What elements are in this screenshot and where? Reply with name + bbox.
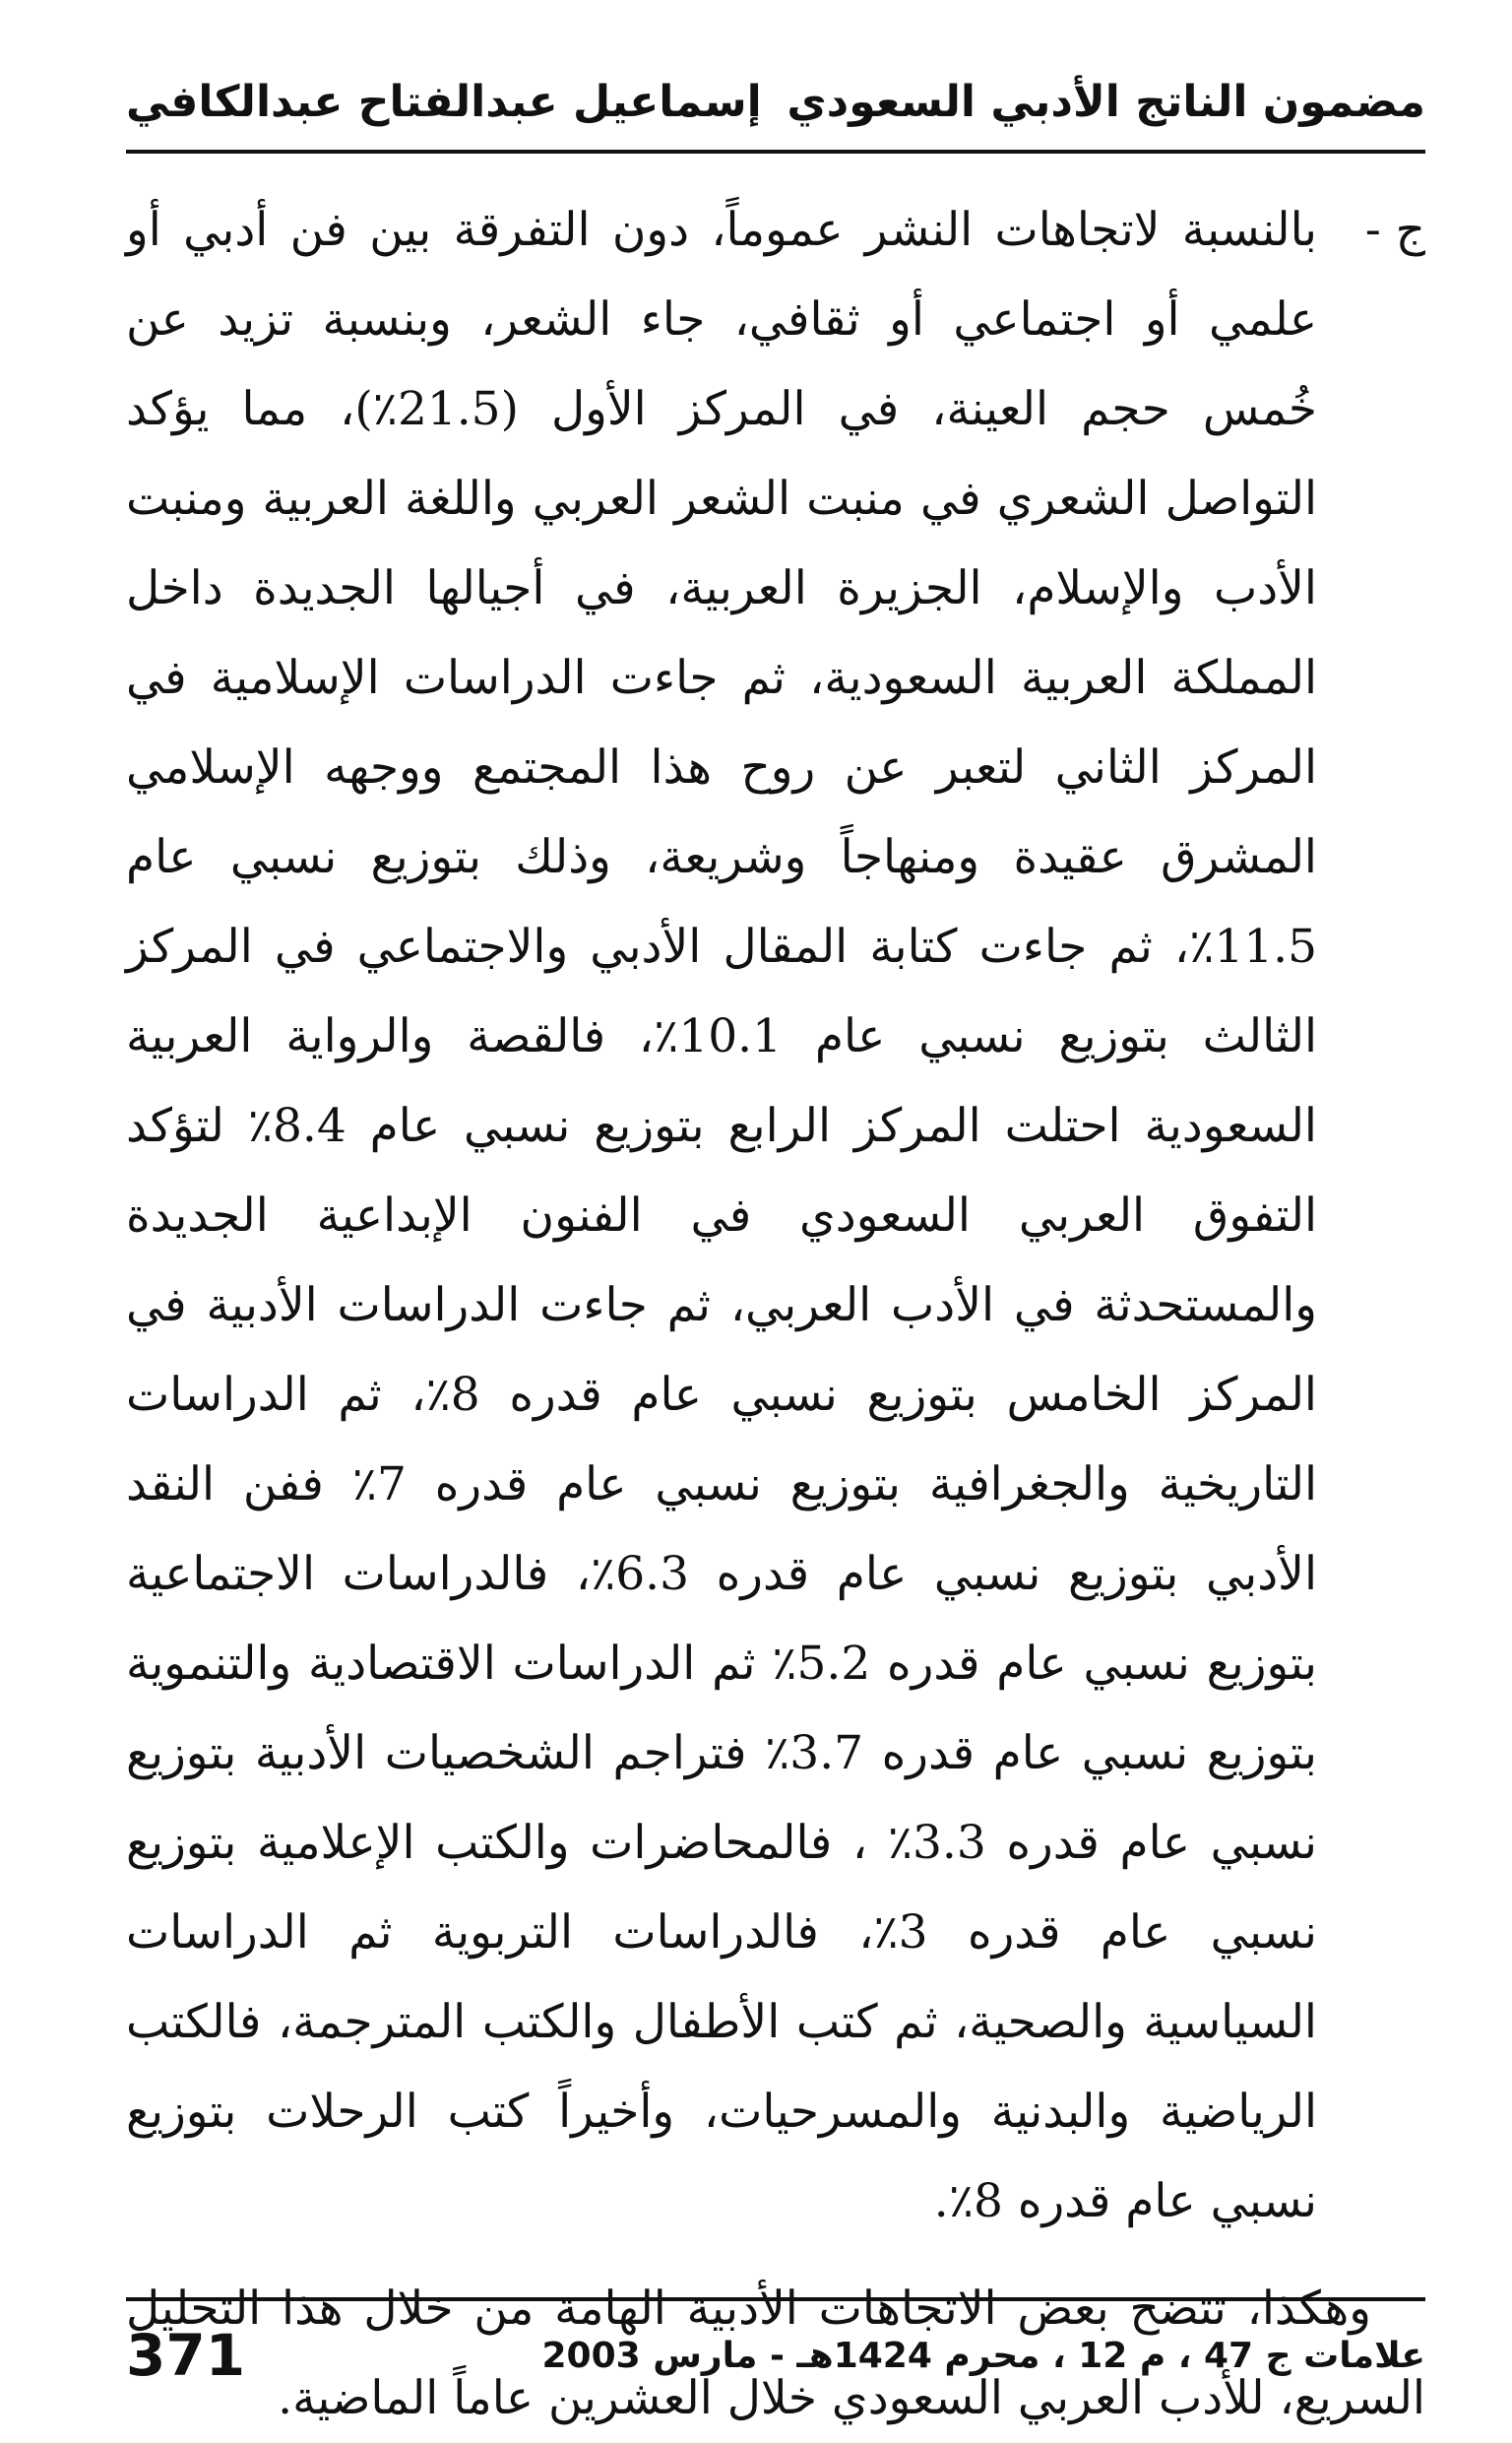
closing-paragraph: وهكذا، تتضح بعض الاتجاهات الأدبية الهامة من خلال هذا التحليل السريع، للأدب العربي السعودي خلال العشرين عاماً الماضية.: [126, 2282, 1425, 2425]
running-header: [126, 57, 1425, 146]
page-number: 371: [126, 2322, 246, 2389]
item-marker: ج -: [1364, 203, 1425, 257]
list-item-jeem: [126, 185, 1425, 2246]
author-name: إسماعيل عبدالفتاح عبدالكافي: [126, 76, 762, 127]
page-footer: [126, 2316, 1425, 2395]
item-paragraph: بالنسبة لاتجاهات النشر عموماً، دون التفرقة بين فن أدبي أو علمي أو اجتماعي أو ثقافي، جاء الشعر، وبنسبة تزيد عن خُمس حجم العينة، في المركز الأول (21.5٪)، مما يؤكد التواصل الشعري في منبت الشعر العربي واللغة العربية ومنبت الأدب والإسلام، الجزيرة العربية، في أجيالها الجديدة داخل المملكة العربية السعودية، ثم جاءت الدراسات الإسلامية في المركز الثاني لتعبر عن روح هذا المجتمع ووجهه الإسلامي المشرق عقيدة ومنهاجاً وشريعة، وذلك بتوزيع نسبي عام 11.5٪، ثم جاءت كتابة المقال الأدبي والاجتماعي في المركز الثالث بتوزيع نسبي عام 10.1٪، فالقصة والرواية العربية السعودية احتلت المركز الرابع بتوزيع نسبي عام 8.4٪ لتؤكد التفوق العربي السعودي في الفنون الإبداعية الجديدة والمستحدثة في الأدب العربي، ثم جاءت الدراسات الأدبية في المركز الخامس بتوزيع نسبي عام قدره 8٪، ثم الدراسات التاريخية والجغرافية بتوزيع نسبي عام قدره 7٪ ففن النقد الأدبي بتوزيع نسبي عام قدره 6.3٪، فالدراسات الاجتماعية بتوزيع نسبي عام قدره 5.2٪ ثم الدراسات الاقتصادية والتنموية بتوزيع نسبي عام قدره 3.7٪ فتراجم الشخصيات الأدبية بتوزيع نسبي عام قدره 3.3٪ ، فالمحاضرات والكتب الإعلامية بتوزيع نسبي عام قدره 3٪، فالدراسات التربوية ثم الدراسات السياسية والصحية، ثم كتب الأطفال والكتب المترجمة، فالكتب الرياضية والبدنية والمسرحيات، وأخيراً كتب الرحلات بتوزيع نسبي عام قدره 8٪.: [126, 203, 1318, 2228]
main-text: [126, 185, 1425, 2443]
footer-divider: [126, 2297, 1425, 2301]
issue-info: علامات ج 47 ، م 12 ، محرم 1424هـ - مارس 2003: [541, 2335, 1425, 2376]
header-divider: [126, 150, 1425, 154]
article-title: مضمون الناتج الأدبي السعودي: [787, 76, 1425, 127]
